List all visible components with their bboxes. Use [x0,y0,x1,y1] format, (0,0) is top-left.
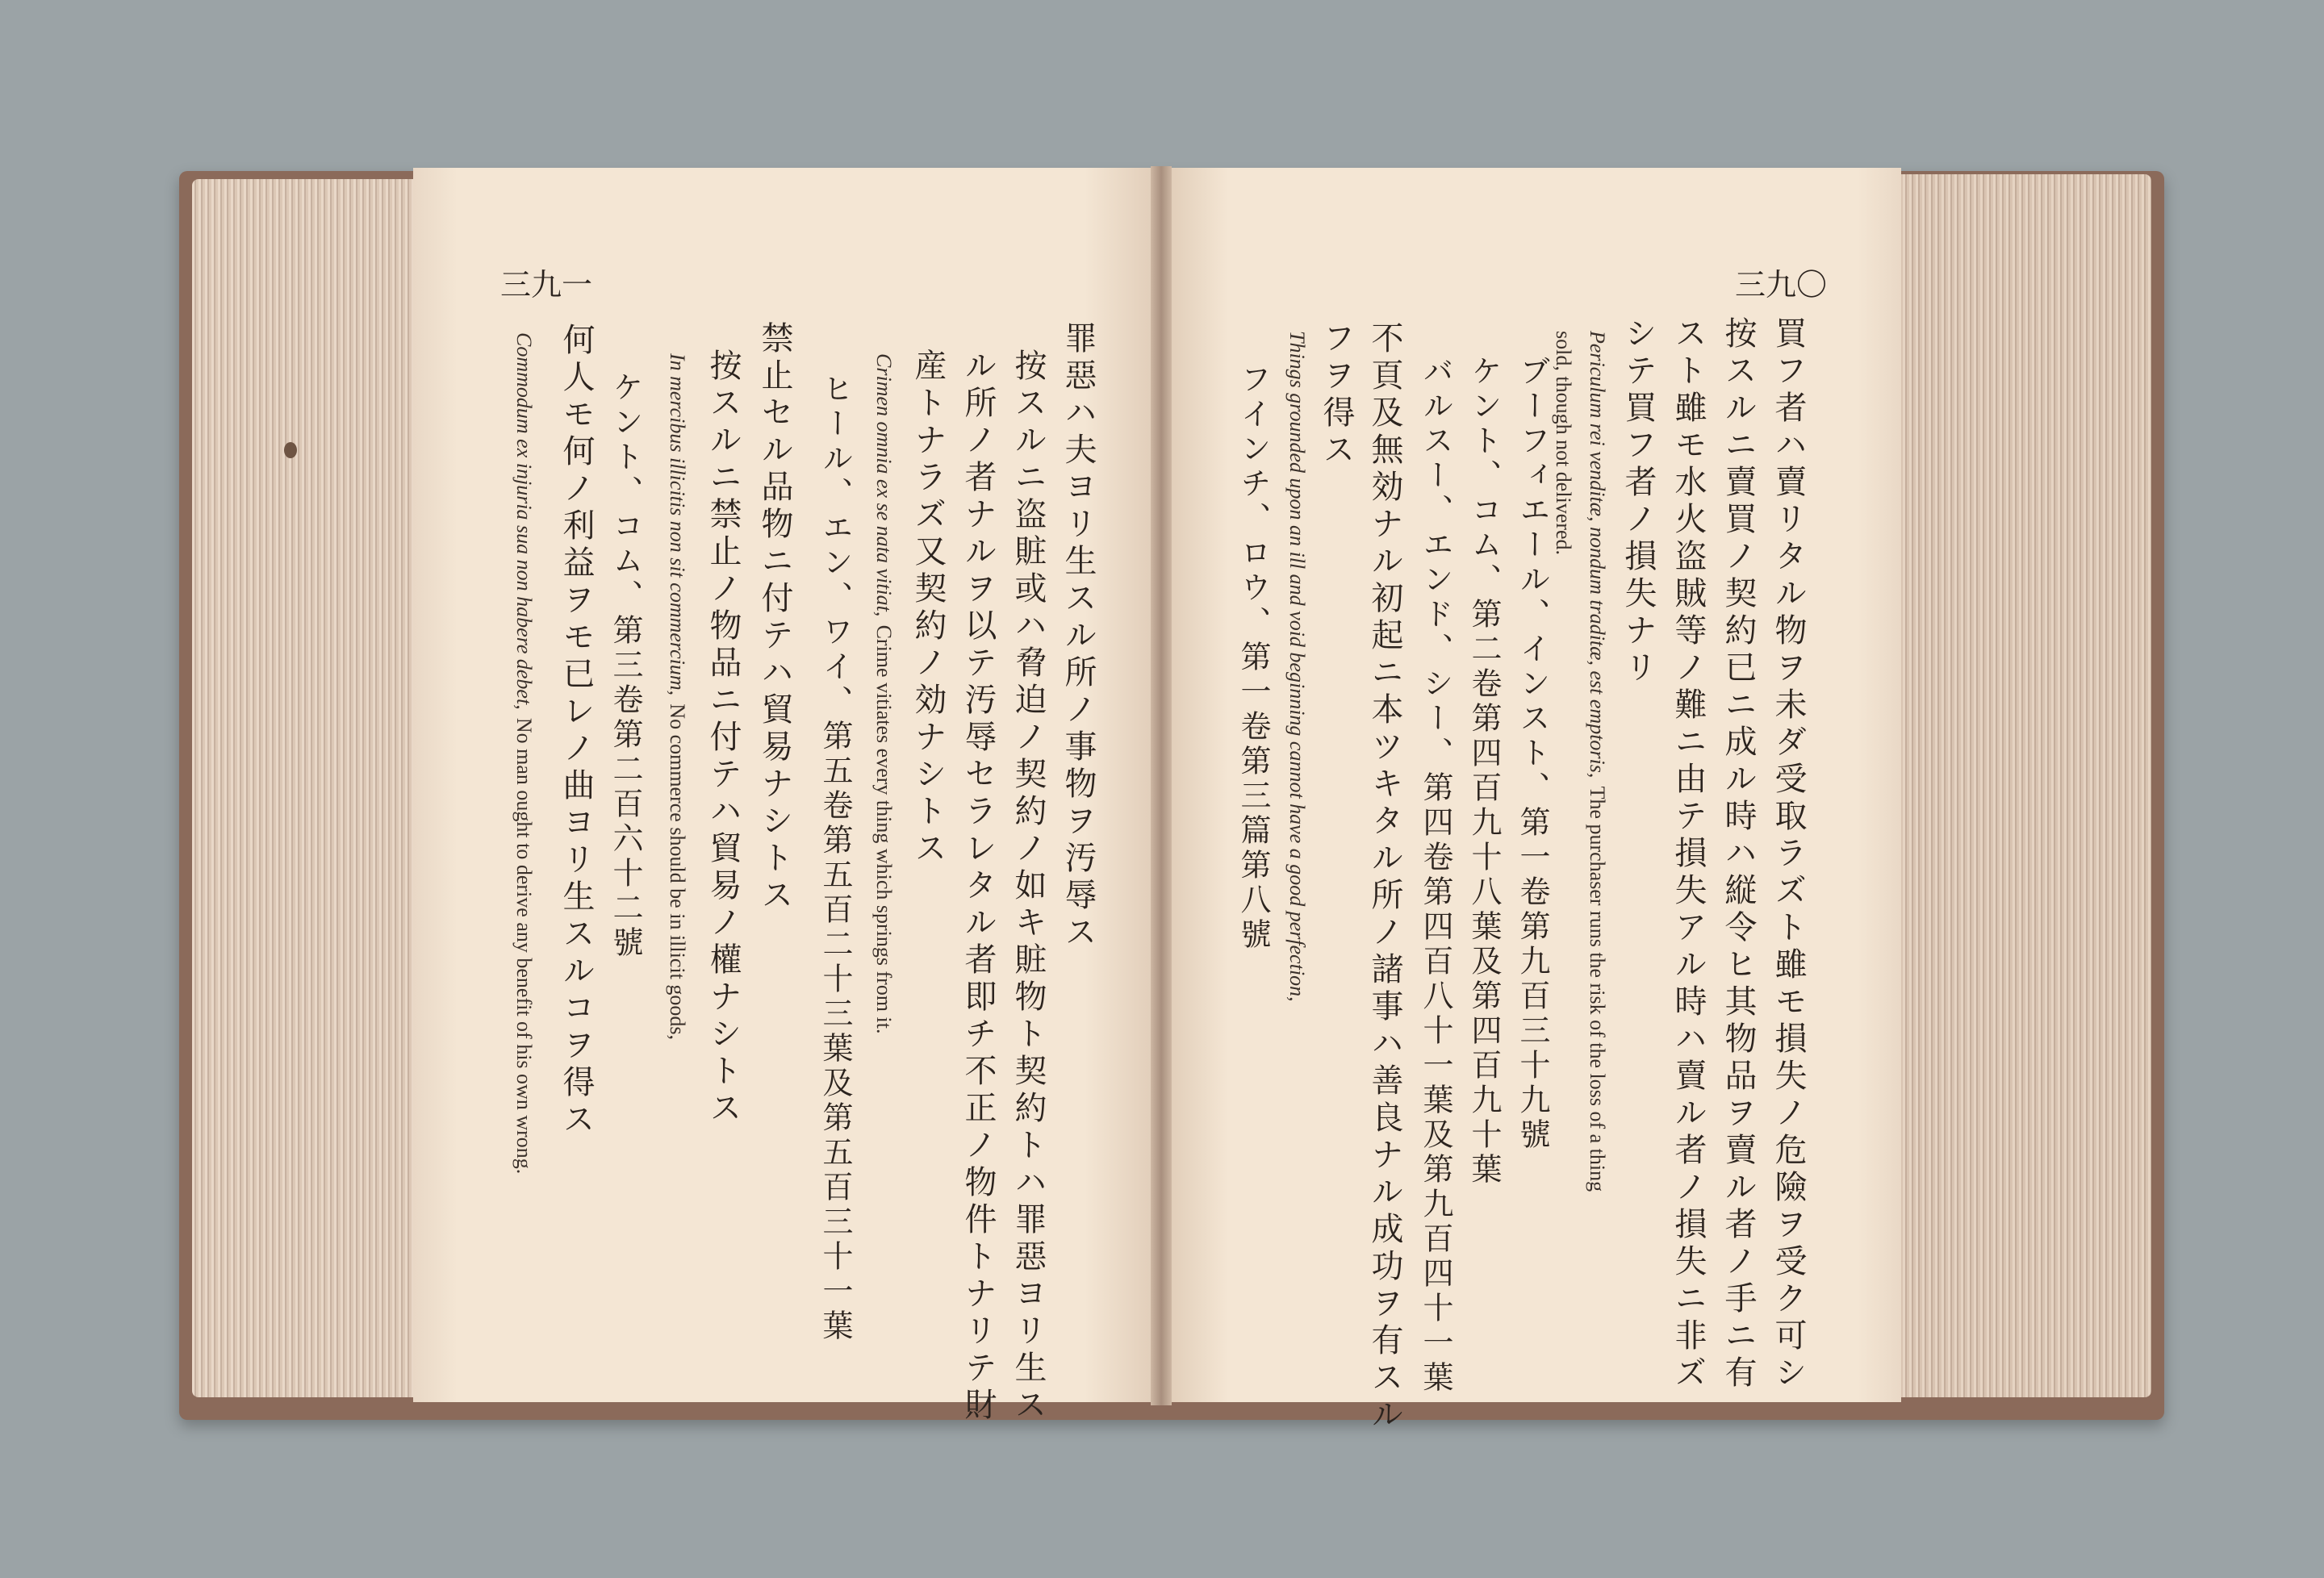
latin-maxim: Crimen omnia ex se nata vitiat, [872,353,896,617]
latin-maxim: Periculum rei venditæ, nondum traditæ, est emptoris, [1586,331,1609,779]
paper-stain [284,442,297,458]
citation-r13: フインチ、ロウ、第一卷第三篇第八號 [1235,363,1271,953]
maxim-column-c9 [667,353,688,1040]
text-column-r1: 買フ者ハ賣リタル物ヲ未ダ受取ラズト雖モ損失ノ危險ヲ受ク可シ [1770,316,1807,1392]
maxim-column-c12 [513,332,534,1174]
citation-r9: バルスー、エンド、シー、第四卷第四百八十一葉及第九百四十一葉 [1418,355,1453,1396]
text-column-r11: フヲ得ス [1318,321,1355,470]
text-column-c8: 按スルニ禁止ノ物品ニ付テハ貿易ノ權ナシトス [704,349,742,1128]
text-column-r2: 按スルニ賣買ノ契約已ニ成ル時ハ縦令ヒ其物品ヲ賣ル者ノ手ニ有 [1720,316,1757,1392]
folio-left: 三九一 [500,267,593,303]
english-translation: The purchaser runs the risk of the loss of a thing [1586,786,1609,1192]
text-column-r3: スト雖モ水火盗賊等ノ難ニ由テ損失アル時ハ賣ル者ノ損失ニ非ズ [1670,316,1707,1392]
citation-c10: ケント、コム、第三卷第二百六十二號 [608,371,643,961]
folio-right: 三九〇 [1735,267,1828,303]
text-column-c1: 罪惡ハ夫ヨリ生スル所ノ事物ヲ汚辱ス [1060,321,1097,952]
latin-maxim: Commodum ex injuria sua non habere debet, [512,332,536,710]
text-column-r10: 不頁及無効ナル初起ニ本ツキタル所ノ諸事ハ善良ナル成功ヲ有スル [1366,321,1403,1434]
text-column-c11: 何人モ何ノ利益ヲモ已レノ曲ヨリ生スルコヲ得ス [558,323,595,1139]
text-column-c4: 産トナラズ又契約ノ効ナシトス [909,349,947,868]
text-column-c2: 按スルニ盗賍或ハ脅迫ノ契約ノ如キ賍物ト契約トハ罪惡ヨリ生ス [1009,349,1047,1425]
text-column-r4: シテ買フ者ノ損失ナリ [1620,316,1657,687]
latin-maxim: In mercibus illicitis non sit commercium, [666,353,689,696]
citation-c6: ヒール、エン、ワイ、第五卷第五百二十三葉及第五百三十一葉 [817,373,853,1344]
citation-r7: ブーフィエール、インスト、第一卷第九百三十九號 [1515,355,1550,1153]
text-column-c7: 禁止セル品物ニ付テハ貿易ナシトス [756,321,793,915]
citation-r8: ケント、コム、第二卷第四百九十八葉及第四百九十葉 [1466,355,1502,1188]
maxim-column-r5 [1586,331,1607,1192]
maxim-column-c5 [873,353,894,1034]
text-column-c3: ル所ノ者ナルヲ以テ汚辱セラレタル者即チ不正ノ物件トナリテ財 [959,349,997,1425]
english-maxim-r12: Things grounded upon an ill and void beginning cannot have a good perfection, [1285,331,1309,1002]
page-edges-left [192,179,434,1397]
english-translation: No man ought to derive any benefit of his own wrong. [512,717,536,1175]
english-translation: Crime vitiates every thing which springs from it. [872,624,896,1034]
english-translation: No commerce should be in illicit goods, [666,703,689,1040]
book-gutter [1151,166,1172,1405]
page-edges-right [1896,174,2151,1397]
english-continuation-r6: sold, though not delivered. [1552,331,1575,556]
